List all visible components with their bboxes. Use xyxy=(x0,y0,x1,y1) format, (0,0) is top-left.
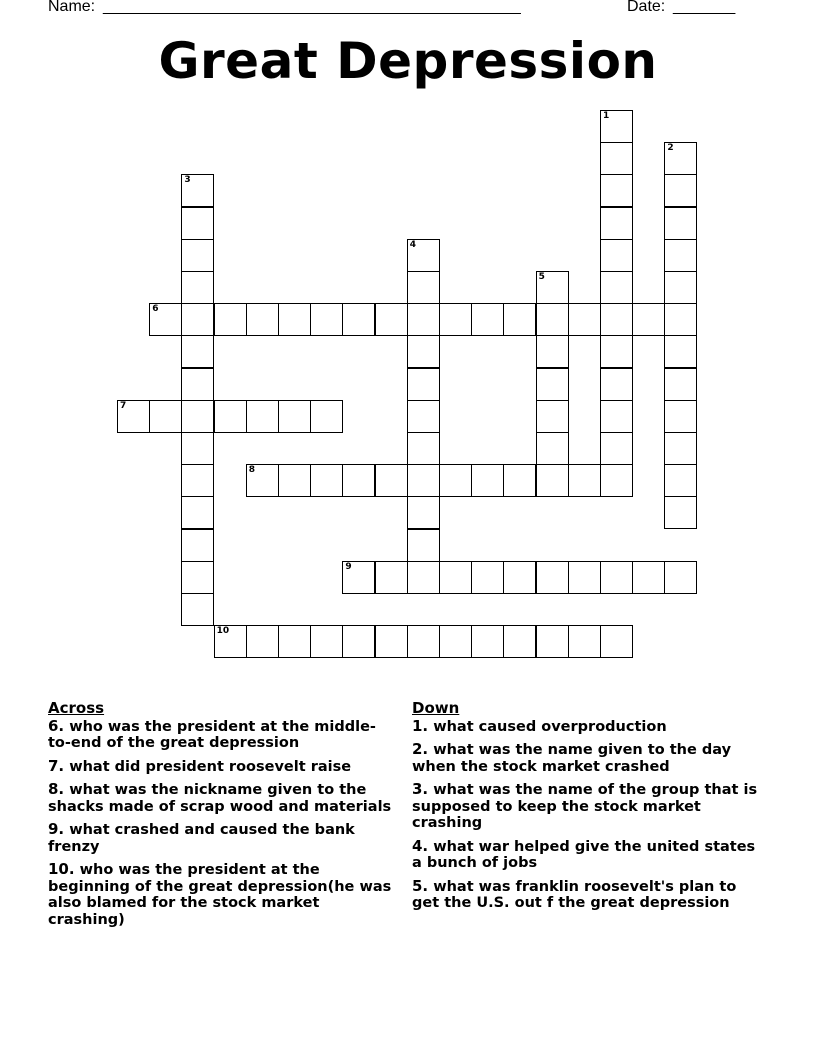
grid-cell[interactable] xyxy=(439,625,472,658)
clue-number: 3. xyxy=(412,780,429,798)
grid-cell[interactable] xyxy=(568,561,601,594)
grid-cell[interactable] xyxy=(664,432,697,465)
grid-cell[interactable] xyxy=(407,464,440,497)
grid-cell[interactable] xyxy=(536,464,569,497)
grid-cell[interactable] xyxy=(181,368,214,401)
grid-cell[interactable] xyxy=(664,174,697,207)
grid-cell[interactable] xyxy=(342,464,375,497)
grid-cell[interactable] xyxy=(664,335,697,368)
across-clue xyxy=(48,861,398,928)
grid-cell[interactable] xyxy=(471,561,504,594)
grid-cell[interactable] xyxy=(471,625,504,658)
grid-cell[interactable] xyxy=(181,174,214,207)
grid-cell[interactable] xyxy=(214,400,247,433)
grid-cell[interactable] xyxy=(536,432,569,465)
across-clues xyxy=(48,700,398,934)
clue-number: 9. xyxy=(48,820,65,838)
grid-cell[interactable] xyxy=(664,303,697,336)
clue-text: what war helped give the united states a bunch of jobs xyxy=(412,838,756,871)
grid-cell[interactable] xyxy=(407,496,440,529)
grid-cell[interactable] xyxy=(600,174,633,207)
clue-text: what caused overproduction xyxy=(428,718,667,735)
date-field[interactable]: _______ xyxy=(673,0,736,15)
grid-cell[interactable] xyxy=(342,625,375,658)
grid-cell[interactable] xyxy=(375,303,408,336)
grid-cell[interactable] xyxy=(342,303,375,336)
clue-number: 7. xyxy=(48,756,65,775)
grid-cell[interactable] xyxy=(471,303,504,336)
grid-cell[interactable] xyxy=(600,239,633,272)
grid-cell[interactable] xyxy=(181,207,214,240)
grid-cell[interactable] xyxy=(149,400,182,433)
grid-cell[interactable] xyxy=(407,271,440,304)
grid-cell[interactable] xyxy=(600,625,633,658)
grid-cell[interactable] xyxy=(117,400,150,433)
grid-cell[interactable] xyxy=(664,207,697,240)
cell-number: 5 xyxy=(538,272,545,282)
name-field[interactable]: ________________________________________________ xyxy=(103,0,521,15)
grid-cell[interactable] xyxy=(375,464,408,497)
grid-cell[interactable] xyxy=(536,625,569,658)
clue-text: what was the name of the group that is supposed to keep the stock market crashing xyxy=(412,782,758,831)
cell-number: 1 xyxy=(603,111,610,121)
grid-cell[interactable] xyxy=(600,303,633,336)
across-clue xyxy=(48,718,398,752)
clue-number: 2. xyxy=(412,740,429,758)
clue-number: 1. xyxy=(412,716,429,735)
grid-cell[interactable] xyxy=(310,400,343,433)
clue-text: what crashed and caused the bank frenzy xyxy=(48,822,355,855)
grid-cell[interactable] xyxy=(600,142,633,175)
grid-cell[interactable] xyxy=(439,561,472,594)
grid-cell[interactable] xyxy=(632,561,665,594)
grid-cell[interactable] xyxy=(536,400,569,433)
grid-cell[interactable] xyxy=(375,625,408,658)
grid-cell[interactable] xyxy=(664,239,697,272)
grid-cell[interactable] xyxy=(181,400,214,433)
grid-cell[interactable] xyxy=(600,110,633,143)
grid-cell[interactable] xyxy=(600,271,633,304)
cell-number: 3 xyxy=(184,175,191,186)
down-clue xyxy=(412,838,762,872)
down-heading: Down xyxy=(412,699,460,717)
clue-text: who was the president at the beginning of the great depression(he was also blamed for the stock market crashing) xyxy=(48,862,392,928)
grid-cell[interactable] xyxy=(600,368,633,401)
across-clue xyxy=(48,821,398,855)
grid-cell[interactable] xyxy=(503,561,536,594)
grid-cell[interactable] xyxy=(664,496,697,529)
grid-cell[interactable] xyxy=(407,529,440,562)
grid-cell[interactable] xyxy=(181,464,214,497)
grid-cell[interactable] xyxy=(407,239,440,272)
grid-cell[interactable] xyxy=(181,529,214,562)
clue-number: 6. xyxy=(48,716,65,735)
grid-cell[interactable] xyxy=(375,561,408,594)
down-clue xyxy=(412,741,762,775)
grid-cell[interactable] xyxy=(407,303,440,336)
date-label: Date: xyxy=(627,0,666,15)
grid-cell[interactable] xyxy=(503,464,536,497)
clue-number: 4. xyxy=(412,836,429,855)
grid-cell[interactable] xyxy=(600,207,633,240)
grid-cell[interactable] xyxy=(407,432,440,465)
down-clue xyxy=(412,878,762,912)
grid-cell[interactable] xyxy=(536,368,569,401)
page-title: Great Depression xyxy=(158,32,658,90)
grid-cell[interactable] xyxy=(407,561,440,594)
grid-cell[interactable] xyxy=(407,400,440,433)
grid-cell[interactable] xyxy=(181,239,214,272)
grid-cell[interactable] xyxy=(310,464,343,497)
clue-number: 10. xyxy=(48,860,75,878)
grid-cell[interactable] xyxy=(600,561,633,594)
across-clue-list xyxy=(48,718,398,929)
grid-cell[interactable] xyxy=(503,625,536,658)
clue-number: 5. xyxy=(412,876,429,895)
across-clue xyxy=(48,758,398,776)
grid-cell[interactable] xyxy=(278,303,311,336)
grid-cell[interactable] xyxy=(536,303,569,336)
grid-cell[interactable] xyxy=(214,625,247,658)
grid-cell[interactable] xyxy=(181,303,214,336)
grid-cell[interactable] xyxy=(503,303,536,336)
grid-cell[interactable] xyxy=(278,464,311,497)
grid-cell[interactable] xyxy=(664,368,697,401)
grid-cell[interactable] xyxy=(246,303,279,336)
grid-cell[interactable] xyxy=(246,464,279,497)
grid-cell[interactable] xyxy=(664,400,697,433)
grid-cell[interactable] xyxy=(278,400,311,433)
clue-text: what was the nickname given to the shacks made of scrap wood and materials xyxy=(48,782,392,815)
clue-text: what was the name given to the day when the stock market crashed xyxy=(412,742,732,775)
grid-cell[interactable] xyxy=(632,303,665,336)
cell-number: 10 xyxy=(216,626,230,637)
across-clue xyxy=(48,781,398,815)
cell-number: 6 xyxy=(152,304,159,315)
grid-cell[interactable] xyxy=(664,271,697,304)
grid-cell[interactable] xyxy=(181,561,214,594)
grid-cell[interactable] xyxy=(407,625,440,658)
grid-cell[interactable] xyxy=(149,303,182,336)
grid-cell[interactable] xyxy=(600,432,633,465)
cell-number: 7 xyxy=(120,400,127,411)
grid-cell[interactable] xyxy=(407,335,440,368)
grid-cell[interactable] xyxy=(536,561,569,594)
grid-cell[interactable] xyxy=(214,303,247,336)
clue-number: 8. xyxy=(48,780,65,798)
cell-number: 4 xyxy=(409,239,417,250)
cell-number: 9 xyxy=(345,561,352,572)
clue-text: what did president roosevelt raise xyxy=(64,758,352,775)
down-clues xyxy=(412,700,762,918)
name-label: Name: xyxy=(48,0,96,15)
grid-cell[interactable] xyxy=(536,335,569,368)
cell-number: 8 xyxy=(248,465,256,476)
grid-cell[interactable] xyxy=(181,271,214,304)
down-clue xyxy=(412,781,762,832)
grid-cell[interactable] xyxy=(407,368,440,401)
grid-cell[interactable] xyxy=(181,496,214,529)
grid-cell[interactable] xyxy=(246,625,279,658)
grid-cell[interactable] xyxy=(664,142,697,175)
grid-cell[interactable] xyxy=(439,464,472,497)
grid-cell[interactable] xyxy=(439,303,472,336)
grid-cell[interactable] xyxy=(568,303,601,336)
across-heading: Across xyxy=(48,699,105,717)
grid-cell[interactable] xyxy=(568,625,601,658)
grid-cell[interactable] xyxy=(181,593,214,626)
clue-text: what was franklin roosevelt's plan to get the U.S. out f the great depression xyxy=(412,878,737,911)
grid-cell[interactable] xyxy=(181,335,214,368)
clue-text: who was the president at the middle-to-end of the great depression xyxy=(48,718,376,751)
grid-cell[interactable] xyxy=(600,400,633,433)
down-clue xyxy=(412,718,762,736)
grid-cell[interactable] xyxy=(664,561,697,594)
grid-cell[interactable] xyxy=(342,561,375,594)
grid-cell[interactable] xyxy=(246,400,279,433)
grid-cell[interactable] xyxy=(278,625,311,658)
grid-cell[interactable] xyxy=(181,432,214,465)
down-clue-list xyxy=(412,718,762,912)
grid-cell[interactable] xyxy=(600,464,633,497)
grid-cell[interactable] xyxy=(310,625,343,658)
grid-cell[interactable] xyxy=(568,464,601,497)
cell-number: 2 xyxy=(667,143,674,154)
grid-cell[interactable] xyxy=(536,271,569,304)
grid-cell[interactable] xyxy=(471,464,504,497)
grid-cell[interactable] xyxy=(310,303,343,336)
grid-cell[interactable] xyxy=(664,464,697,497)
grid-cell[interactable] xyxy=(600,335,633,368)
